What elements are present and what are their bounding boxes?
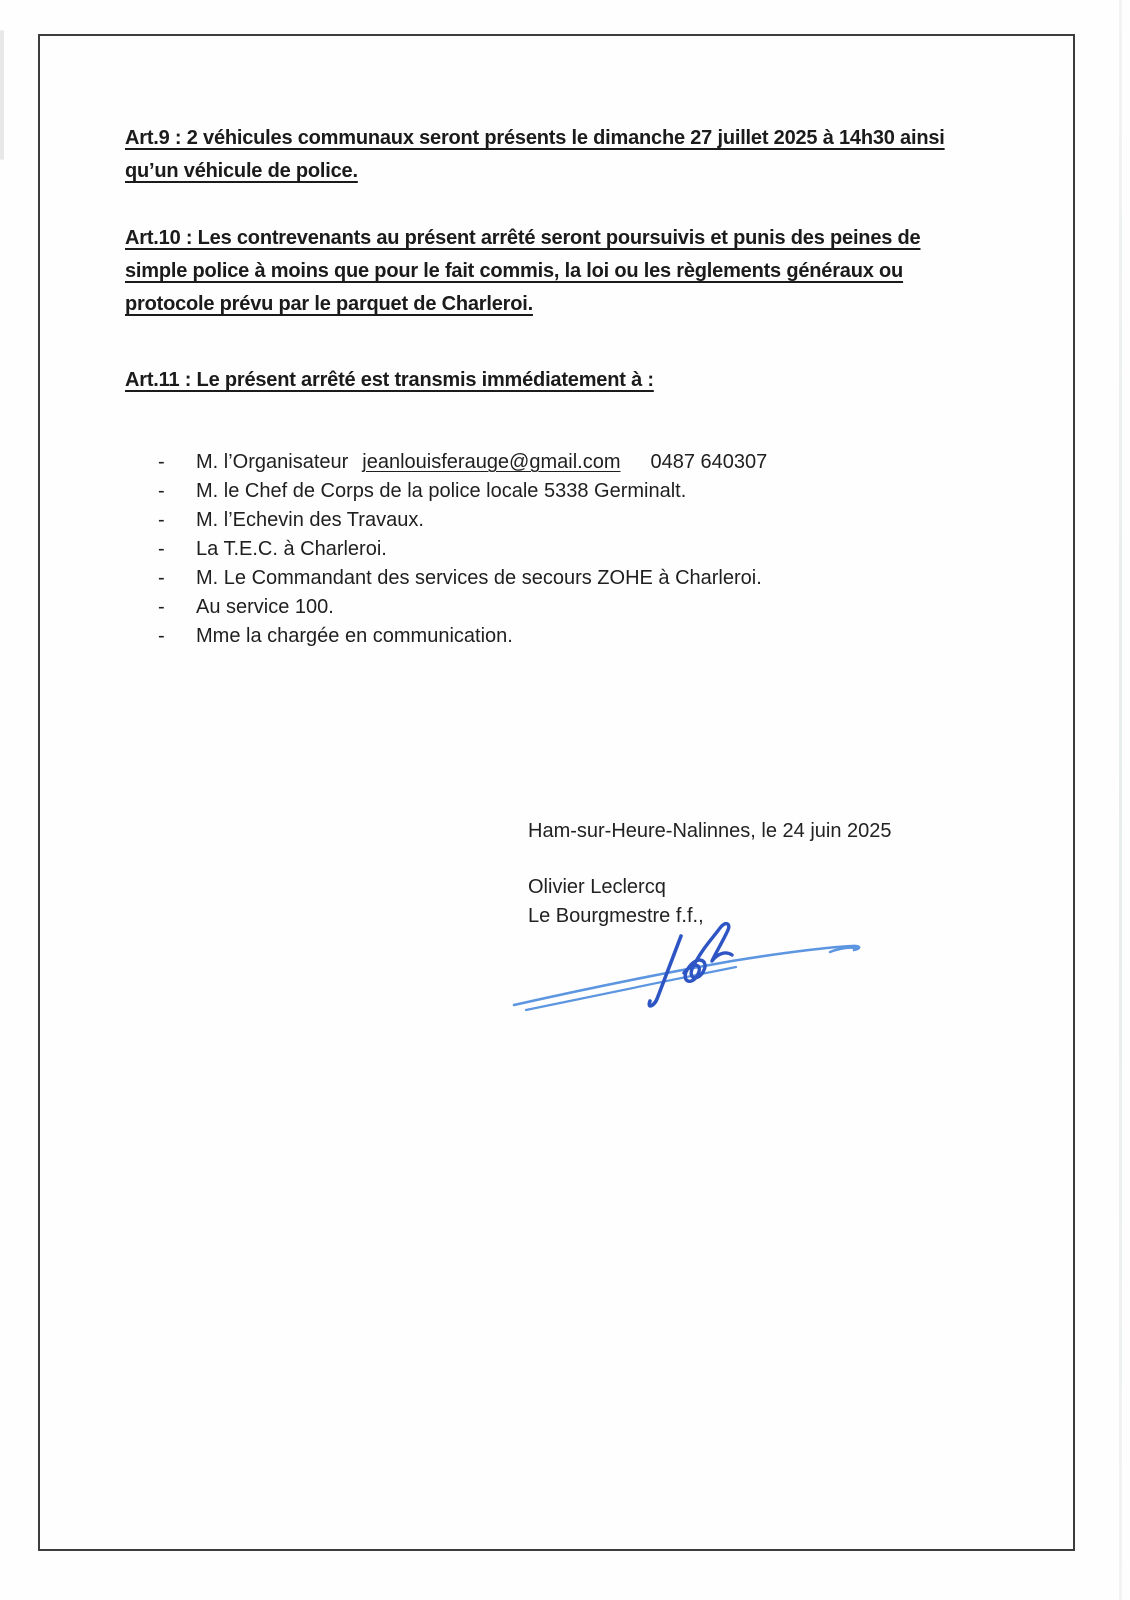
bullet-dash: - — [158, 567, 165, 589]
scan-edge-artifact-left — [0, 30, 4, 160]
article-10-line-2: simple police à moins que pour le fait commis, la loi ou les règlements généraux ou — [125, 260, 904, 282]
bullet-dash: - — [158, 596, 165, 618]
article-9-paragraph — [125, 122, 945, 188]
bullet-dash: - — [158, 538, 165, 560]
handwritten-signature — [500, 913, 880, 1021]
article-9-line-2: qu’un véhicule de police. — [125, 160, 358, 182]
recipient-text: Mme la chargée en communication. — [196, 625, 513, 647]
recipient-item-echevin — [158, 506, 767, 535]
signature-underline-stroke-2 — [526, 967, 736, 1010]
article-11-heading — [125, 364, 654, 397]
recipient-item-chef-de-corps — [158, 477, 767, 506]
recipients-list — [158, 448, 767, 651]
recipient-item-organisateur — [158, 448, 767, 477]
recipient-item-tec — [158, 535, 767, 564]
signer-title: Le Bourgmestre f.f., — [528, 905, 704, 927]
article-10-line-1: Art.10 : Les contrevenants au présent arrêté seront poursuivis et punis des peines de — [125, 227, 921, 249]
article-9-line-1: Art.9 : 2 véhicules communaux seront présents le dimanche 27 juillet 2025 à 14h30 ainsi — [125, 127, 945, 149]
recipient-phone: 0487 640307 — [650, 451, 768, 473]
recipient-text: M. Le Commandant des services de secours ZOHE à Charleroi. — [196, 567, 762, 589]
recipient-text: La T.E.C. à Charleroi. — [196, 538, 387, 560]
article-11-line-1: Art.11 : Le présent arrêté est transmis immédiatement à : — [125, 369, 654, 391]
recipient-text: Au service 100. — [196, 596, 334, 618]
bullet-dash: - — [158, 480, 165, 502]
recipient-item-service-100 — [158, 593, 767, 622]
recipient-text: M. le Chef de Corps de la police locale 5338 Germinalt. — [196, 480, 687, 502]
scan-edge-artifact-right — [1119, 0, 1122, 1600]
signer-name: Olivier Leclercq — [528, 876, 666, 898]
article-10-paragraph — [125, 222, 920, 321]
recipient-text: M. l’Echevin des Travaux. — [196, 509, 424, 531]
recipient-item-secours-zohe — [158, 564, 767, 593]
bullet-dash: - — [158, 509, 165, 531]
place-date-line: Ham-sur-Heure-Nalinnes, le 24 juin 2025 — [528, 820, 892, 842]
bullet-dash: - — [158, 625, 165, 647]
recipient-item-chargee-communication — [158, 622, 767, 651]
recipient-email: jeanlouisferauge@gmail.com — [362, 451, 621, 473]
bullet-dash: - — [158, 451, 165, 473]
recipient-label: M. l’Organisateur — [196, 451, 349, 473]
article-10-line-3: protocole prévu par le parquet de Charleroi. — [125, 293, 533, 315]
